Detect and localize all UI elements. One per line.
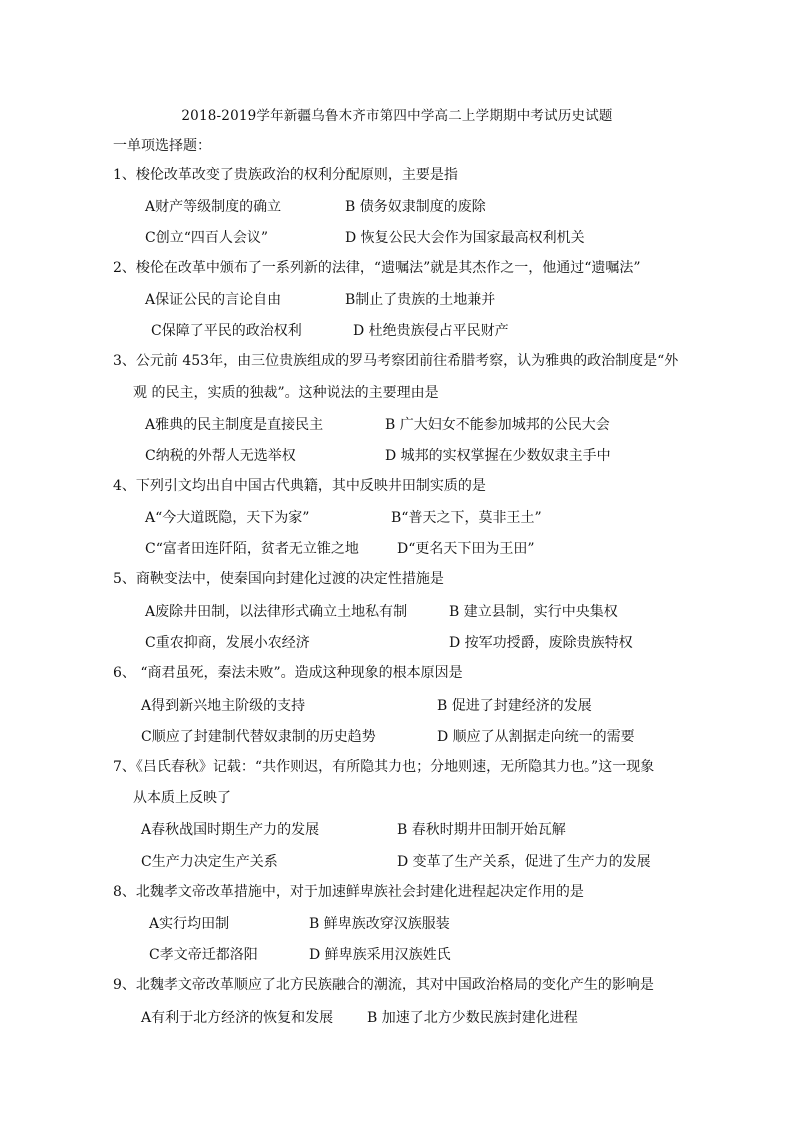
option-a: A“今大道既隐，天下为家” xyxy=(145,510,310,526)
question-stem-continued: 从本质上反映了 xyxy=(133,790,231,806)
option-d: D“更名天下田为王田” xyxy=(397,541,535,557)
question-stem: 6、 “商君虽死，秦法未败”。造成这种现象的根本原因是 xyxy=(113,665,463,681)
option-d: D 杜绝贵族侵占平民财产 xyxy=(353,323,509,339)
question-stem: 7、《吕氏春秋》记载：“共作则迟，有所隐其力也；分地则速，无所隐其力也。”这一现象 xyxy=(113,759,655,775)
option-d: D 变革了生产关系，促进了生产力的发展 xyxy=(397,854,651,870)
question-stem: 9、北魏孝文帝改革顺应了北方民族融合的潮流，其对中国政治格局的变化产生的影响是 xyxy=(113,977,654,993)
option-d: D 鲜卑族采用汉族姓氏 xyxy=(309,947,451,963)
option-a: A保证公民的言论自由 xyxy=(145,292,282,308)
option-c: C生产力决定生产关系 xyxy=(141,854,278,870)
option-b: B 债务奴隶制度的废除 xyxy=(345,199,486,215)
option-a: A春秋战国时期生产力的发展 xyxy=(141,822,320,838)
option-c: C重农抑商，发展小农经济 xyxy=(145,635,310,651)
question-stem: 1、梭伦改革改变了贵族政治的权利分配原则，主要是指 xyxy=(113,167,458,183)
option-b: B 促进了封建经济的发展 xyxy=(437,698,592,714)
option-a: A废除井田制，以法律形式确立土地私有制 xyxy=(145,604,408,620)
option-c: C保障了平民的政治权利 xyxy=(151,323,302,339)
question-stem: 4、下列引文均出自中国古代典籍，其中反映井田制实质的是 xyxy=(113,478,486,494)
option-b: B 建立县制，实行中央集权 xyxy=(449,604,618,620)
option-c: C顺应了封建制代替奴隶制的历史趋势 xyxy=(141,729,376,745)
option-d: D 顺应了从割据走向统一的需要 xyxy=(437,729,635,745)
question-stem: 5、商鞅变法中，使秦国向封建化过渡的决定性措施是 xyxy=(113,571,444,587)
option-c: C孝文帝迁都洛阳 xyxy=(149,947,258,963)
section-heading: 一单项选择题： xyxy=(113,138,211,154)
option-b: B制止了贵族的土地兼并 xyxy=(345,292,496,308)
option-a: A雅典的民主制度是直接民主 xyxy=(145,417,324,433)
option-a: A财产等级制度的确立 xyxy=(145,199,282,215)
option-a: A实行均田制 xyxy=(149,916,230,932)
option-a: A得到新兴地主阶级的支持 xyxy=(141,698,306,714)
option-c: C“富者田连阡陌，贫者无立锥之地 xyxy=(145,541,359,557)
question-stem: 3、公元前 453年，由三位贵族组成的罗马考察团前往希腊考察，认为雅典的政治制度是“外 xyxy=(113,353,679,369)
option-b: B 鲜卑族改穿汉族服装 xyxy=(309,916,450,932)
page-title: 2018-2019学年新疆乌鲁木齐市第四中学高二上学期期中考试历史试题 xyxy=(181,108,613,124)
option-b: B 加速了北方少数民族封建化进程 xyxy=(367,1010,578,1026)
option-a: A有利于北方经济的恢复和发展 xyxy=(141,1010,334,1026)
option-b: B 春秋时期井田制开始瓦解 xyxy=(397,822,566,838)
option-d: D 城邦的实权掌握在少数奴隶主手中 xyxy=(385,448,611,464)
option-d: D 恢复公民大会作为国家最高权利机关 xyxy=(345,230,585,246)
question-stem: 2、梭伦在改革中颁布了一系列新的法律，“遗嘱法”就是其杰作之一，他通过“遗嘱法” xyxy=(113,260,641,276)
option-c: C纳税的外帮人无选举权 xyxy=(145,448,296,464)
option-c: C创立“四百人会议” xyxy=(145,230,269,246)
option-b: B“普天之下，莫非王土” xyxy=(391,510,542,526)
question-stem-continued: 观 的民主，实质的独裁”。这种说法的主要理由是 xyxy=(133,385,439,401)
option-d: D 按军功授爵，废除贵族特权 xyxy=(449,635,633,651)
option-b: B 广大妇女不能参加城邦的公民大会 xyxy=(385,417,610,433)
question-stem: 8、北魏孝文帝改革措施中，对于加速鲜卑族社会封建化进程起决定作用的是 xyxy=(113,884,584,900)
